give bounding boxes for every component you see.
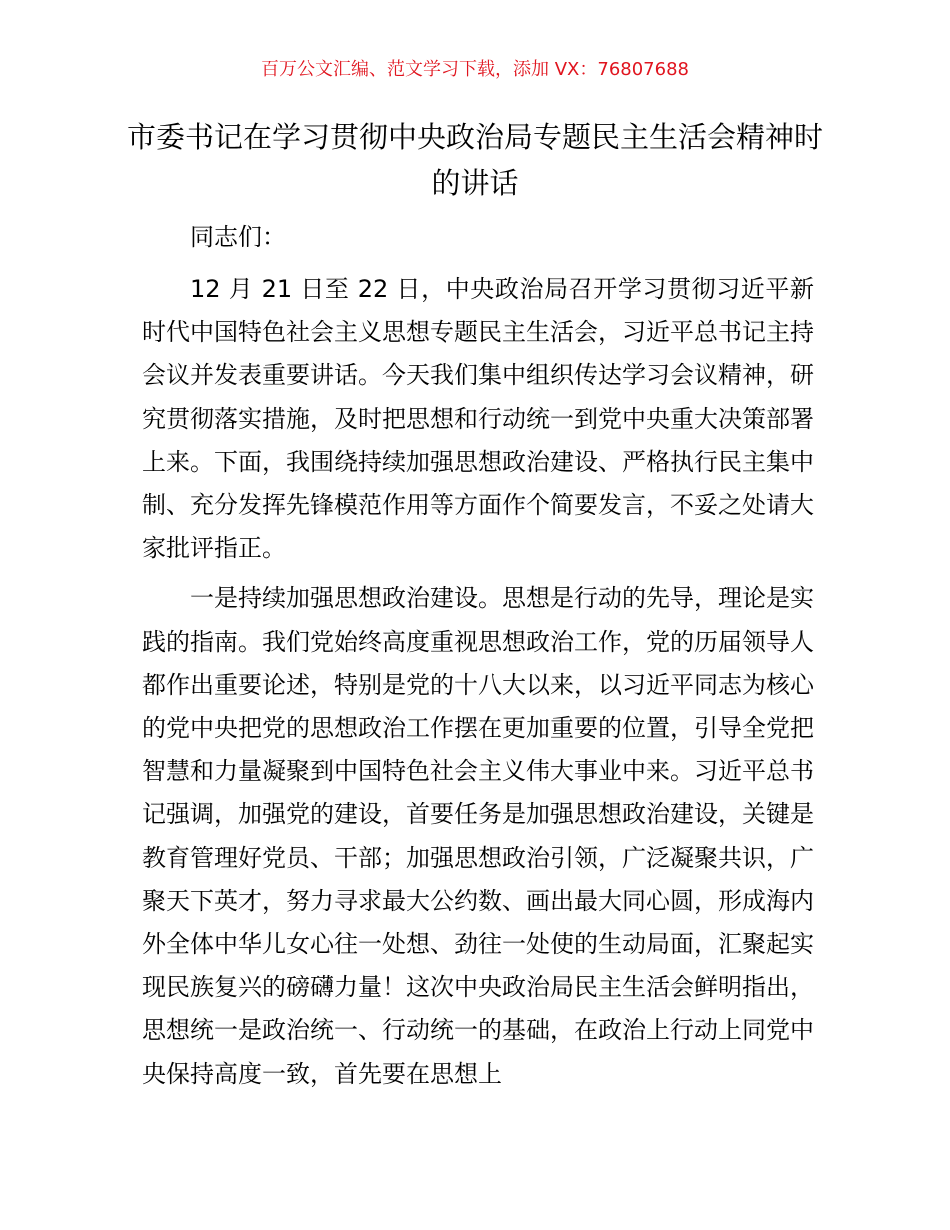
document-body (142, 268, 814, 1103)
document-title: 市委书记在学习贯彻中央政治局专题民主生活会精神时的讲话 (126, 120, 823, 200)
header-watermark-note: 百万公文汇编、范文学习下载，添加 VX：76807688 (261, 59, 689, 80)
salutation: 同志们： (190, 223, 286, 251)
paragraph-intro: 12 月 21 日至 22 日，中央政治局召开学习贯彻习近平新时代中国特色社会主义思想专题民主生活会，习近平总书记主持会议并发表重要讲话。今天我们集中组织传达学习会议精神，研究贯彻落实措施，及时把思想和行动统一到党中央重大决策部署上来。下面，我围绕持续加强思想政治建设、严格执行民主集中制、充分发挥先锋模范作用等方面作个简要发言，不妥之处请大家批评指正。 (142, 275, 814, 563)
paragraph-point-one: 一是持续加强思想政治建设。思想是行动的先导，理论是实践的指南。我们党始终高度重视思想政治工作，党的历届领导人都作出重要论述，特别是党的十八大以来，以习近平同志为核心的党中央把党的思想政治工作摆在更加重要的位置，引导全党把智慧和力量凝聚到中国特色社会主义伟大事业中来。习近平总书记强调，加强党的建设，首要任务是加强思想政治建设，关键是教育管理好党员、干部；加强思想政治引领，广泛凝聚共识，广聚天下英才，努力寻求最大公约数、画出最大同心圆，形成海内外全体中华儿女心往一处想、劲往一处使的生动局面，汇聚起实现民族复兴的磅礴力量！这次中央政治局民主生活会鲜明指出，思想统一是政治统一、行动统一的基础，在政治上行动上同党中央保持高度一致，首先要在思想上 (142, 584, 814, 1088)
